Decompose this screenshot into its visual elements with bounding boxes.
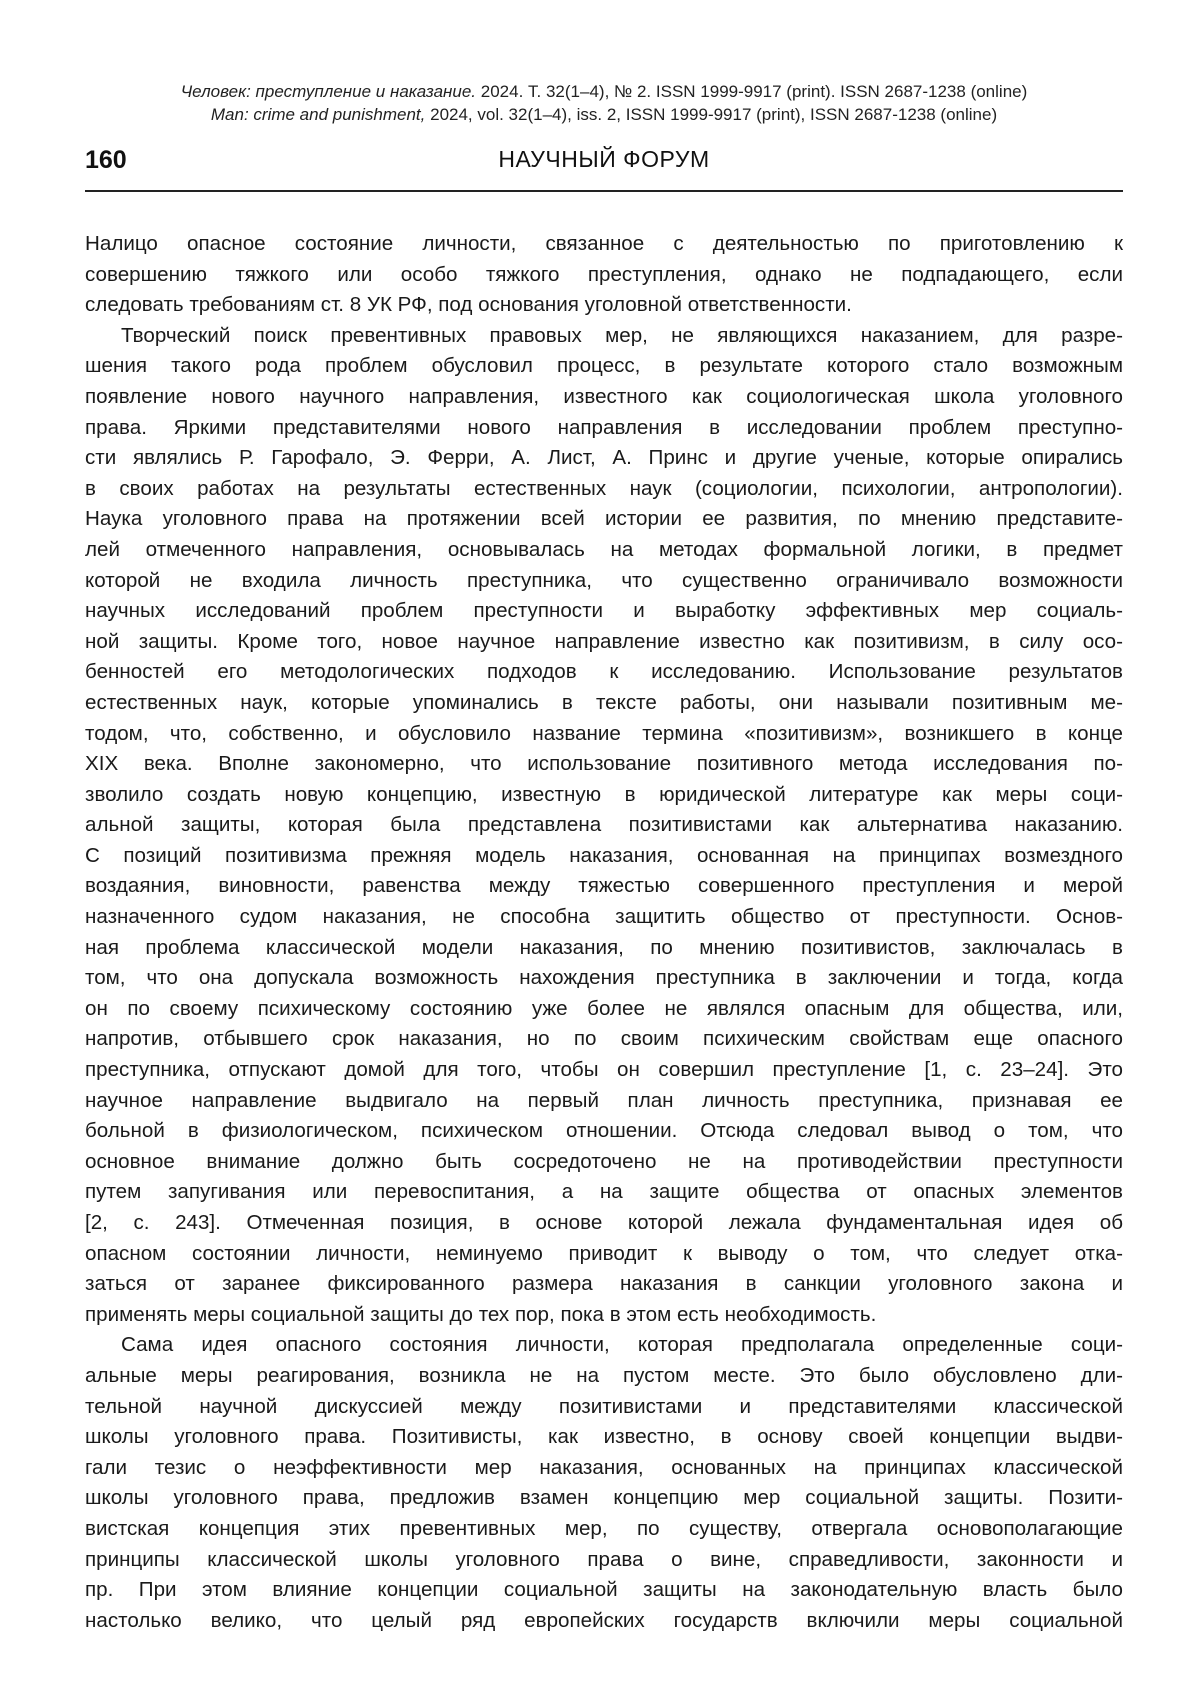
text-line: он по своему психическому состоянию уже более не являлся опасным для общества, или, [85,996,1123,1020]
text-line: в своих работах на результаты естественных наук (социологии, психологии, антропологии). [85,476,1123,500]
text-line: принципы классической школы уголовного права о вине, справедливости, законности и [85,1547,1123,1571]
text-line: Наука уголовного права на протяжении всей истории ее развития, по мнению представите- [85,507,1123,531]
text-line: альные меры реагирования, возникла не на пустом месте. Это было обусловлено дли- [85,1363,1123,1387]
text-line: назначенного судом наказания, не способна защитить общество от преступности. Основ- [85,905,1123,929]
text-line: естественных наук, которые упоминались в тексте работы, они называли позитивным ме- [85,690,1123,714]
journal-title-ru: Человек: преступление и наказание. [180,82,477,101]
text-line: [2, с. 243]. Отмеченная позиция, в основе которой лежала фундаментальная идея об [85,1211,1123,1234]
running-header [85,80,1123,126]
text-line: появление нового научного направления, известного как социологическая школа уголовного [85,384,1123,408]
text-line: вистская концепция этих превентивных мер, по существу, отвергала основополагающие [85,1516,1123,1540]
text-line: XIX века. Вполне закономерно, что использование позитивного метода исследования по- [85,752,1123,776]
text-line: лей отмеченного направления, основывалась на методах формальной логики, в предмет [85,537,1123,561]
text-line: научное направление выдвигало на первый план личность преступника, признавая ее [85,1088,1123,1112]
page-number: 160 [85,146,127,174]
section-title: НАУЧНЫЙ ФОРУМ [498,146,710,172]
text-line: Творческий поиск превентивных правовых мер, не являющихся наказанием, для разре- [121,323,1123,347]
text-line: путем запугивания или перевоспитания, а на защите общества от опасных элементов [85,1180,1123,1204]
text-line: Налицо опасное состояние личности, связанное с деятельностью по приготовлению к [85,232,1123,255]
article-body [85,229,1123,1636]
text-line: научных исследований проблем преступности и выработку эффективных мер социаль- [85,599,1123,623]
text-line: гали тезис о неэффективности мер наказания, основанных на принципах классической [85,1455,1123,1479]
text-line: пр. При этом влияние концепции социальной защиты на законодательную власть было [85,1578,1123,1602]
text-line: следовать требованиям ст. 8 УК РФ, под основания уголовной ответственности. [85,293,852,317]
text-line: С позиций позитивизма прежняя модель наказания, основанная на принципах возмездного [85,843,1123,867]
text-line: больной в физиологическом, психическом отношении. Отсюда следовал вывод о том, что [85,1119,1123,1143]
text-line: шения такого рода проблем обусловил процесс, в результате которого стало возможным [85,354,1123,378]
citation-ru: 2024. Т. 32(1–4), № 2. ISSN 1999-9917 (print). ISSN 2687-1238 (online) [476,82,1028,101]
text-line: настолько велико, что целый ряд европейских государств включили меры социальной [85,1608,1123,1632]
text-line: напротив, отбывшего срок наказания, но по своим психическим свойствам еще опасного [85,1027,1123,1051]
text-line: ная проблема классической модели наказания, по мнению позитивистов, заключалась в [85,935,1123,959]
text-line: школы уголовного права, предложив взамен концепцию мер социальной защиты. Позити- [85,1486,1123,1510]
text-line: воздаяния, виновности, равенства между тяжестью совершенного преступления и мерой [85,874,1123,898]
text-line: Сама идея опасного состояния личности, которая предполагала определенные соци- [121,1333,1123,1357]
text-line: которой не входила личность преступника, что существенно ограничивало возможности [85,568,1123,592]
header-rule [85,190,1123,192]
text-line: тельной научной дискуссией между позитивистами и представителями классической [85,1394,1123,1418]
journal-page [85,0,1123,1694]
text-line: бенностей его методологических подходов к исследованию. Использование результатов [85,660,1123,684]
running-header-ru [85,80,1123,103]
text-line: совершению тяжкого или особо тяжкого преступления, однако не подпадающего, если [85,262,1123,286]
text-line: ной защиты. Кроме того, новое научное направление известно как позитивизм, в силу осо- [85,629,1123,653]
paragraph [85,229,1123,321]
text-line: права. Яркими представителями нового направления в исследовании проблем преступно- [85,415,1123,439]
folio-row [85,142,1123,182]
text-line: применять меры социальной защиты до тех пор, пока в этом есть необходимость. [85,1302,877,1326]
text-line: тодом, что, собственно, и обусловило название термина «позитивизм», возникшего в конце [85,721,1123,745]
journal-title-en: Man: crime and punishment, [210,105,426,124]
running-header-en [85,103,1123,126]
text-line: сти являлись Р. Гарофало, Э. Ферри, А. Лист, А. Принс и другие ученые, которые опирались [85,446,1123,470]
text-line: том, что она допускала возможность нахождения преступника в заключении и тогда, когда [85,966,1123,990]
text-line: заться от заранее фиксированного размера наказания в санкции уголовного закона и [85,1272,1123,1296]
text-line: опасном состоянии личности, неминуемо приводит к выводу о том, что следует отка- [85,1241,1123,1265]
text-line: школы уголовного права. Позитивисты, как известно, в основу своей концепции выдви- [85,1425,1123,1449]
text-line: преступника, отпускают домой для того, чтобы он совершил преступление [1, с. 23–24]. Это [85,1058,1123,1082]
text-line: основное внимание должно быть сосредоточено не на противодействии преступности [85,1149,1123,1173]
citation-en: 2024, vol. 32(1–4), iss. 2, ISSN 1999-9917 (print), ISSN 2687-1238 (online) [425,105,998,124]
text-line: альной защиты, которая была представлена позитивистами как альтернатива наказанию. [85,813,1123,837]
paragraph [85,1330,1123,1636]
paragraph [85,321,1123,1331]
text-line: зволило создать новую концепцию, известную в юридической литературе как меры соци- [85,782,1123,806]
